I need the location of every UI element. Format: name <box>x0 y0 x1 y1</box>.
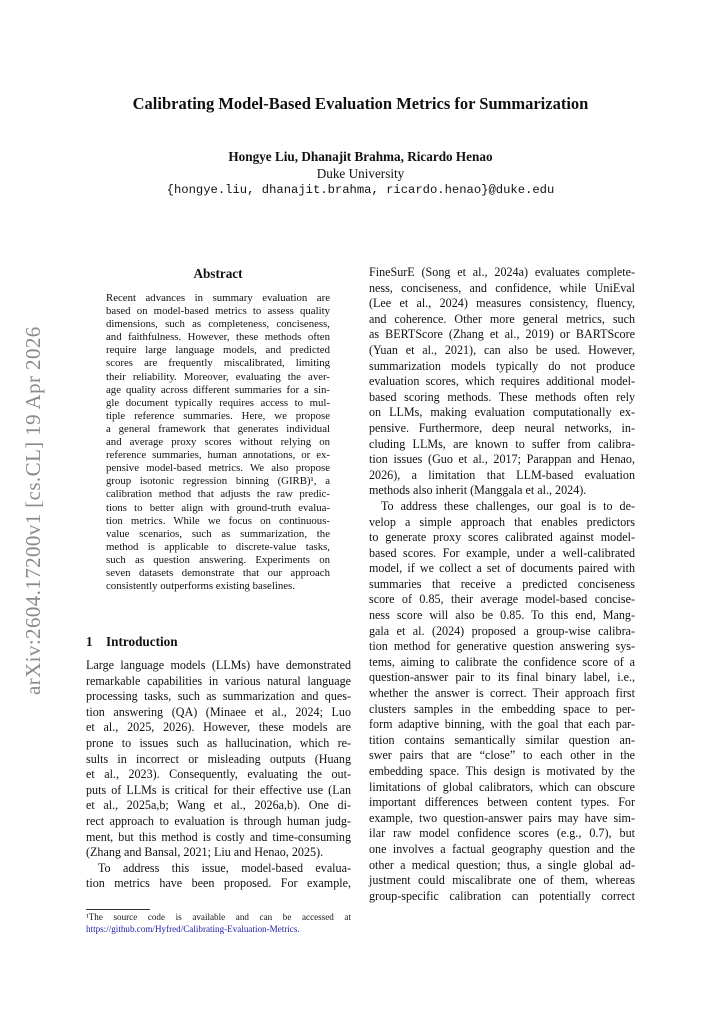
footnote <box>86 912 351 935</box>
text-line: rect approach to evaluation is through human judg- <box>86 813 351 828</box>
text-line: swer pairs that are “close” to each other in the <box>369 748 635 763</box>
text-line: important differences between content types. For <box>369 795 635 810</box>
text-line: and coherence. Other more general metrics, such <box>369 311 635 326</box>
text-line: Recent advances in summary evaluation are <box>106 292 330 304</box>
text-line: pensive model-based metrics. We also propose <box>106 462 330 475</box>
text-line: velop a simple approach that enables predictors <box>369 514 635 529</box>
text-line: based on model-based metrics to assess quality <box>106 305 330 318</box>
text-line: cluding LLMs, are known to suffer from calibra- <box>369 436 635 451</box>
footnote-link[interactable]: https://github.com/Hyfred/Calibrating-Evaluation-Metrics. <box>86 923 300 934</box>
text-line: group-specific calibration can potentially correct <box>369 888 635 903</box>
text-line: based scores. For example, under a well-calibrated <box>369 545 635 560</box>
text-line: methods also inherit (Manggala et al., 2024). <box>369 483 587 498</box>
text-line: other a medical question; thus, a single global ad- <box>369 857 635 872</box>
text-line: value scenarios, such as summarization, the <box>106 527 330 540</box>
text-line: as BERTScore (Zhang et al., 2019) or BARTScore <box>369 327 635 342</box>
text-line: require large language models, and predicted <box>106 344 330 357</box>
text-line: summaries that receive a predicted conciseness <box>369 576 635 591</box>
text-line: tiple reference summaries. Here, we propose <box>106 409 330 422</box>
text-line: and faithfulness. However, these methods often <box>106 331 330 344</box>
footnote-text: ¹The source code is available and can be accessed at <box>86 912 351 922</box>
text-line: ilar raw model confidence scores (e.g., 0.7), but <box>369 826 635 841</box>
text-line: to generate proxy scores calibrated against model- <box>369 530 635 545</box>
text-line: (Zhang and Bansal, 2021; Liu and Henao, 2025). <box>86 845 324 860</box>
arxiv-stamp: arXiv:2604.17200v1 [cs.CL] 19 Apr 2026 <box>21 326 45 695</box>
text-line: evaluation scores, which requires additional model- <box>369 374 635 389</box>
text-line: their reliability. Moreover, evaluating the aver- <box>106 370 330 383</box>
text-line: tion metrics. While we focus on continuous- <box>106 514 330 527</box>
text-line: one involves a factual geography question and the <box>369 841 635 856</box>
text-line: score of 0.85, their average model-based concise- <box>369 592 635 607</box>
text-line: tems, aiming to calibrate the confidence score of a <box>369 654 635 669</box>
text-line: seven datasets demonstrate that our approach <box>106 566 330 579</box>
text-line: on LLMs, making evaluation computationally ex- <box>369 405 635 420</box>
text-line: group isotonic regression binning (GIRB)¹, a <box>106 475 330 488</box>
section-number: 1 <box>86 634 93 649</box>
text-line: To address these challenges, our goal is to de- <box>381 498 635 513</box>
right-column-text <box>369 265 635 904</box>
text-line: summarization models typically do not produce <box>369 358 635 373</box>
text-line: et al., 2025a,b; Wang et al., 2026a,b). One di- <box>86 798 351 813</box>
text-line: based scoring methods. These methods often rely <box>369 389 635 404</box>
left-column-text <box>86 658 351 892</box>
text-line: tion answering (QA) (Minaee et al., 2024; Luo <box>86 704 351 719</box>
text-line: 2026), a limitation that LLM-based evaluation <box>369 467 635 482</box>
text-line: gala et al. (2024) proposed a group-wise calibra- <box>369 623 635 638</box>
text-line: clusters samples in the embedding space to per- <box>369 701 635 716</box>
section-heading-introduction <box>86 634 178 650</box>
text-line: age quality across different summaries for a sin- <box>106 383 330 396</box>
abstract-body <box>106 292 330 593</box>
text-line: and average proxy scores without relying on <box>106 436 330 449</box>
text-line: whether the answer is correct. Their approach first <box>369 686 635 701</box>
text-line: dimensions, such as completeness, conciseness, <box>106 318 330 331</box>
text-line: embedding space. This design is motivated by the <box>369 764 635 778</box>
text-line: form adaptive binning, with the goal that each par- <box>369 717 635 732</box>
text-line: such as question answering. Experiments on <box>106 553 330 566</box>
text-line: method is applicable to discrete-value tasks, <box>106 540 330 553</box>
text-line: remarkable capabilities in various natural language <box>86 673 351 688</box>
text-line: tions to better align with ground-truth evalua- <box>106 501 330 514</box>
text-line: scores are frequently miscalibrated, limiting <box>106 357 330 370</box>
text-line: reference summaries, human annotations, or ex- <box>106 449 330 462</box>
text-line: tion metrics have been proposed. For example, <box>86 876 351 891</box>
text-line: sults in incorrect or misleading outputs (Huang <box>86 751 351 766</box>
text-line: example, two question-answer pairs may have sim- <box>369 810 635 825</box>
text-line: Large language models (LLMs) have demonstrated <box>86 658 351 672</box>
text-line: tion issues (Guo et al., 2017; Parappan and Henao, <box>369 452 635 467</box>
text-line: (Yuan et al., 2021), can also be used. However, <box>369 342 635 357</box>
text-line: processing tasks, such as summarization and ques- <box>86 689 351 704</box>
text-line: limitations of global calibrators, which can obscure <box>369 779 635 794</box>
text-line: ness, conciseness, and confidence, while UniEval <box>369 280 635 295</box>
text-line: model, if we collect a set of documents paired with <box>369 561 635 576</box>
text-line: question-answer pair to its final binary label, i.e., <box>369 670 635 685</box>
text-line: (Lee et al., 2024) measures consistency, fluency, <box>369 296 635 311</box>
text-line: puts of LLMs is critical for their effective use (Lan <box>86 782 351 797</box>
abstract-heading: Abstract <box>193 266 243 281</box>
text-line: To address this issue, model-based evalua- <box>98 860 351 875</box>
text-line: tition contains semantically similar question an- <box>369 732 635 747</box>
text-line: pensive. Furthermore, deep neural networks, in- <box>369 420 635 435</box>
text-line: calibration method that adjusts the raw predic- <box>106 488 330 501</box>
text-line: a general framework that generates individual <box>106 422 330 435</box>
text-line: justment could miscalibrate one of them, whereas <box>369 873 635 888</box>
text-line: gle document typically requires access to mul- <box>106 396 330 409</box>
footnote-rule <box>86 909 150 910</box>
text-line: et al., 2023). Consequently, evaluating the out- <box>86 767 351 782</box>
text-line: prone to issues such as hallucination, which re- <box>86 735 351 750</box>
section-title: Introduction <box>106 634 178 649</box>
text-line: et al., 2025, 2026). However, these models are <box>86 720 351 735</box>
text-line: consistently outperforms existing baselines. <box>106 580 295 593</box>
paper-title: Calibrating Model-Based Evaluation Metrics for Summarization <box>132 94 589 113</box>
text-line: tion method for generative question answering sys- <box>369 639 635 654</box>
text-line: ment, but this method is costly and time-consuming <box>86 829 351 844</box>
text-line: ness score will also be 0.85. To this end, Mang- <box>369 608 635 623</box>
affiliation: Duke University <box>316 166 405 181</box>
text-line: FineSurE (Song et al., 2024a) evaluates complete- <box>369 265 635 279</box>
author-list: Hongye Liu, Dhanajit Brahma, Ricardo Henao <box>228 149 493 164</box>
author-emails: {hongye.liu, dhanajit.brahma, ricardo.henao}@duke.edu <box>166 183 555 197</box>
